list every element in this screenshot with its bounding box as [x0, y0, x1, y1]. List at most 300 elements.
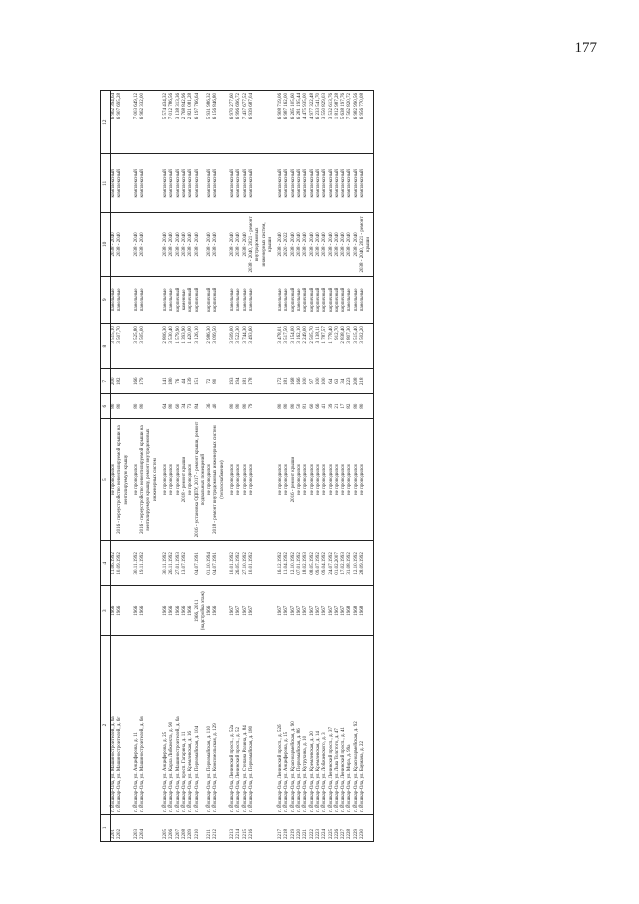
- table-cell: 2038 - 2040: [291, 213, 297, 276]
- table-cell: 1967: [310, 586, 316, 636]
- table-cell: 17.02.1993: [341, 541, 347, 586]
- table-cell: 3 478,01: [278, 324, 284, 369]
- table-cell: панельные: [117, 276, 130, 324]
- table-cell: г. Йошкар-Ола, ул. Машиностроителей, д. 6а: [111, 636, 118, 815]
- table-cell: 1966: [213, 586, 226, 636]
- table-cell: 2038 - 2040: [163, 213, 169, 276]
- table-cell: 2038 - 2040, 2021 - ремонт внутридомовых инженерных систем, крыши: [249, 213, 274, 276]
- table-cell: 3 507,70: [117, 324, 130, 369]
- table-cell: комплексный: [182, 154, 188, 213]
- table-cell: 2038 - 2040: [316, 213, 322, 276]
- table-cell: 2225: [329, 814, 335, 841]
- table-cell: 2226: [335, 814, 341, 841]
- column-header: 3: [101, 586, 111, 636]
- table-cell: 2219: [291, 814, 297, 841]
- table-cell: 3 099,50: [213, 324, 226, 369]
- table-cell: 1 393,90: [182, 324, 188, 369]
- table-cell: г. Йошкар-Ола, ул. Первомайская, д. 104: [195, 636, 208, 815]
- column-header: 12: [101, 91, 111, 154]
- table-cell: 31.08.1992: [347, 541, 353, 586]
- table-cell: 181: [243, 369, 249, 394]
- table-cell: 6 156 846,80: [213, 91, 226, 154]
- table-cell: 76: [176, 369, 182, 394]
- table-cell: г. Йошкар-Ола, ул. Анциферова, д. 15: [284, 636, 290, 815]
- table-cell: 100: [303, 369, 309, 394]
- table-cell: кирпичный: [316, 276, 322, 324]
- table-cell: 193: [230, 369, 236, 394]
- table-cell: 6 962 394,64: [111, 91, 118, 154]
- table-cell: г. Йошкар-Ола, ул. Мира, д. 99а: [347, 636, 353, 815]
- table-cell: 180: [169, 369, 175, 394]
- table-cell: 2223: [316, 814, 322, 841]
- table-cell: 5 574 434,32: [163, 91, 169, 154]
- table-cell: г. Йошкар-Ола, ул. Лобачевского, д. 3: [322, 636, 328, 815]
- table-cell: г. Йошкар-Ола, Ленинский просп., д. 41: [341, 636, 347, 815]
- table-cell: 21: [335, 394, 341, 419]
- table-cell: 6 970 277,60: [230, 91, 236, 154]
- table-cell: 6 907 695,28: [117, 91, 130, 154]
- table-cell: 2228: [347, 814, 353, 841]
- table-cell: 1966: [176, 586, 182, 636]
- table-cell: не проводился: [329, 419, 335, 541]
- table-cell: 2204: [140, 814, 159, 841]
- table-cell: 2018 - ремонт внутридомовых инженерных систем (теплоснабжение): [213, 419, 226, 541]
- table-cell: 166: [297, 369, 303, 394]
- table-cell: 1 787,57: [322, 324, 328, 369]
- table-cell: 3 525,80: [134, 324, 140, 369]
- table-cell: 172: [278, 369, 284, 394]
- table-cell: г. Йошкар-Ола, ул. Анциферова, д. 25: [163, 636, 169, 815]
- table-cell: 6 987 162,00: [284, 91, 290, 154]
- table-cell: 1 778,40: [329, 324, 335, 369]
- table-cell: комплексный: [329, 154, 335, 213]
- table-cell: 1 579,90: [176, 324, 182, 369]
- table-cell: каменные: [182, 276, 188, 324]
- table-cell: панельные: [111, 276, 118, 324]
- table-cell: комплексный: [140, 154, 159, 213]
- table-cell: 3 502,20: [360, 324, 373, 369]
- table-cell: 2208: [182, 814, 188, 841]
- table-cell: 97: [310, 369, 316, 394]
- table-cell: 1966: [134, 586, 140, 636]
- table-cell: 11.04.1992: [284, 541, 290, 586]
- table-cell: не проводился: [360, 419, 373, 541]
- table-cell: 12.10.1992: [354, 541, 360, 586]
- table-cell: 1966: [188, 586, 194, 636]
- table-cell: 3 138 313,36: [176, 91, 182, 154]
- table-cell: 1966: [163, 586, 169, 636]
- table-cell: комплексный: [188, 154, 194, 213]
- table-cell: 3 154,00: [291, 324, 297, 369]
- table-cell: 3 138,11: [316, 324, 322, 369]
- table-cell: панельные: [134, 276, 140, 324]
- table-cell: 80: [284, 394, 290, 419]
- table-cell: 2018 - ремонт крыши: [182, 419, 188, 541]
- table-cell: 1967: [284, 586, 290, 636]
- table-cell: 6 939 687,04: [249, 91, 274, 154]
- table-cell: 2020 - 2022: [284, 213, 290, 276]
- table-cell: 141: [163, 369, 169, 394]
- table-cell: кирпичный: [291, 276, 297, 324]
- column-header: 8: [101, 324, 111, 369]
- table-cell: комплексный: [243, 154, 249, 213]
- table-cell: 2220: [297, 814, 303, 841]
- table-cell: комплексный: [297, 154, 303, 213]
- table-cell: кирпичный: [341, 276, 347, 324]
- table-cell: 4 475 935,00: [303, 91, 309, 154]
- table-cell: 36: [207, 394, 213, 419]
- table-cell: 912,70: [335, 324, 341, 369]
- table-cell: г. Йошкар-Ола, ул. Машиностроителей, д. 6а: [176, 636, 182, 815]
- table-cell: 30.11.1992: [134, 541, 140, 586]
- table-cell: 3 126,10: [195, 324, 208, 369]
- table-cell: кирпичный: [329, 276, 335, 324]
- table-cell: 5 931 986,32: [207, 91, 213, 154]
- table-cell: 1966: [111, 586, 118, 636]
- table-cell: 80: [230, 394, 236, 419]
- table-cell: г. Йошкар-Ола, ул. Кремлевская, д. 16: [188, 636, 194, 815]
- table-cell: кирпичный: [195, 276, 208, 324]
- table-cell: 63: [335, 369, 341, 394]
- table-cell: г. Йошкар-Ола, ул. Первомайская, д. 180: [249, 636, 274, 815]
- table-cell: 1968: [360, 586, 373, 636]
- table-cell: панельные: [140, 276, 159, 324]
- table-cell: 80: [354, 394, 360, 419]
- table-cell: 1967: [291, 586, 297, 636]
- column-header: 7: [101, 369, 111, 394]
- table-cell: 2038 - 2040: [134, 213, 140, 276]
- table-cell: комплексный: [236, 154, 242, 213]
- table-cell: 26.11.1992: [169, 541, 175, 586]
- table-cell: г. Йошкар-Ола, ул. Красноармейская, д. 90: [291, 636, 297, 815]
- table-cell: 2038 - 2040: [140, 213, 159, 276]
- table-cell: 1967: [243, 586, 249, 636]
- table-cell: 2 838,40: [341, 324, 347, 369]
- table-cell: 3 509,00: [230, 324, 236, 369]
- table-cell: не проводился: [169, 419, 175, 541]
- table-cell: 2038 - 2040: [329, 213, 335, 276]
- table-cell: 3 517,50: [284, 324, 290, 369]
- table-cell: г. Йошкар-Ола, ул. Кремлевская, д. 20: [310, 636, 316, 815]
- table-cell: 2 821 081,28: [188, 91, 194, 154]
- table-cell: комплексный: [163, 154, 169, 213]
- table-cell: 5 638 197,76: [341, 91, 347, 154]
- table-cell: 2224: [322, 814, 328, 841]
- table-cell: 218: [360, 369, 373, 394]
- table-cell: не проводился: [176, 419, 182, 541]
- table-cell: г. Йошкар-Ола, ул. Льва Толстого, д. 47: [335, 636, 341, 815]
- table-cell: панельные: [347, 276, 353, 324]
- table-cell: 2203: [134, 814, 140, 841]
- table-cell: 80: [243, 394, 249, 419]
- column-header: 1: [101, 814, 111, 841]
- housing-register-table: [100, 90, 374, 842]
- table-cell: 09.04.1992: [322, 541, 328, 586]
- table-cell: 80: [291, 394, 297, 419]
- table-cell: панельные: [284, 276, 290, 324]
- table-cell: 2213: [230, 814, 236, 841]
- table-cell: 2202: [117, 814, 130, 841]
- table-cell: кирпичный: [322, 276, 328, 324]
- table-cell: 6 265 105,60: [291, 91, 297, 154]
- table-cell: 2229: [354, 814, 360, 841]
- table-cell: 1967: [322, 586, 328, 636]
- table-cell: 79: [249, 394, 274, 419]
- table-cell: 34: [341, 369, 347, 394]
- table-cell: комплексный: [278, 154, 284, 213]
- table-cell: 2038 - 2040: [322, 213, 328, 276]
- table-cell: 2038 - 2040: [117, 213, 130, 276]
- table-cell: 1967: [329, 586, 335, 636]
- table-cell: 28.09.1992: [360, 541, 373, 586]
- column-header: 4: [101, 541, 111, 586]
- table-cell: 6 281 195,44: [297, 91, 303, 154]
- table-cell: 3 532 613,76: [329, 91, 335, 154]
- table-cell: 80: [236, 394, 242, 419]
- table-cell: 50: [297, 394, 303, 419]
- table-cell: не проводился: [341, 419, 347, 541]
- table-cell: 1966, 2011 (надстройка этаж): [195, 586, 208, 636]
- table-cell: панельные: [243, 276, 249, 324]
- table-cell: 182: [117, 369, 130, 394]
- table-cell: 6 908 719,06: [278, 91, 284, 154]
- table-cell: 04.07.1991: [213, 541, 226, 586]
- table-cell: панельные: [230, 276, 236, 324]
- table-cell: комплексный: [284, 154, 290, 213]
- table-cell: 80: [360, 394, 373, 419]
- table-body: [111, 91, 374, 842]
- table-cell: г. Йошкар-Ола, Ленинский просп., д. 52а: [230, 636, 236, 815]
- table-cell: 66: [316, 394, 322, 419]
- table-cell: 10.01.1992: [230, 541, 236, 586]
- table-cell: 73: [188, 394, 194, 419]
- table-cell: 3 807,30: [347, 324, 353, 369]
- table-cell: 2016 - переустройство невентилируемой крыши на вентилируемую крышу: [117, 419, 130, 541]
- table-cell: не проводился: [236, 419, 242, 541]
- table-cell: не проводился: [207, 419, 213, 541]
- table-cell: 11.06.1992: [111, 541, 118, 586]
- table-cell: комплексный: [213, 154, 226, 213]
- table-cell: 223: [347, 369, 353, 394]
- table-cell: 2038 - 2040: [236, 213, 242, 276]
- table-cell: 04.07.1991: [195, 541, 208, 586]
- table-cell: 2211: [207, 814, 213, 841]
- table-cell: 12.10.1992: [291, 541, 297, 586]
- table-cell: 2 505,70: [310, 324, 316, 369]
- table-cell: 3 515,10: [111, 324, 118, 369]
- table-cell: 1967: [249, 586, 274, 636]
- table-cell: не проводился: [284, 419, 290, 541]
- table-cell: г. Йошкар-Ола, Ленинский просп., д. 37: [329, 636, 335, 815]
- table-cell: 2038 - 2040: [188, 213, 194, 276]
- table-cell: 2209: [188, 814, 194, 841]
- table-cell: панельные: [297, 276, 303, 324]
- table-cell: 18.02.1993: [303, 541, 309, 586]
- table-cell: 2038 - 2040: [243, 213, 249, 276]
- table-cell: комплексный: [195, 154, 208, 213]
- table-cell: 09.07.1992: [316, 541, 322, 586]
- table-cell: комплексный: [354, 154, 360, 213]
- table-cell: 6 996 696,72: [236, 91, 242, 154]
- table-cell: г. Йошкар-Ола, ул. Комсомольская, д. 129: [213, 636, 226, 815]
- table-cell: 179: [140, 369, 159, 394]
- table-cell: г. Йошкар-Ола, ул. Баумана, д. 22: [360, 636, 373, 815]
- table-cell: 166: [134, 369, 140, 394]
- table-cell: 2038 - 2040: [213, 213, 226, 276]
- table-cell: 2 986,30: [207, 324, 213, 369]
- table-cell: 2 768 842,96: [182, 91, 188, 154]
- table-cell: кирпичный: [310, 276, 316, 324]
- table-cell: 2038 - 2040: [230, 213, 236, 276]
- table-cell: 168: [291, 369, 297, 394]
- table-cell: 2038 - 2040: [310, 213, 316, 276]
- table-cell: 6 233 541,70: [316, 91, 322, 154]
- table-cell: г. Йошкар-Ола, ул. Машиностроителей, д. 6в: [140, 636, 159, 815]
- table-cell: 2218: [284, 814, 290, 841]
- table-cell: г. Йошкар-Ола, ул. Первомайская, д. 110: [207, 636, 213, 815]
- table-cell: комплексный: [169, 154, 175, 213]
- table-cell: 2201: [111, 814, 118, 841]
- table-cell: 80: [111, 394, 118, 419]
- table-cell: 3 505,00: [140, 324, 159, 369]
- table-cell: 44: [182, 369, 188, 394]
- table-cell: 3 522,30: [236, 324, 242, 369]
- table-cell: не проводился: [354, 419, 360, 541]
- table-cell: 27.10.1992: [243, 541, 249, 586]
- table-cell: 3 744,30: [243, 324, 249, 369]
- table-cell: 80: [213, 369, 226, 394]
- table-cell: 2038 - 2040: [335, 213, 341, 276]
- table-cell: 3 550 829,03: [322, 91, 328, 154]
- table-cell: 01.02.2007: [335, 541, 341, 586]
- table-cell: 80: [278, 394, 284, 419]
- table-cell: 1967: [230, 586, 236, 636]
- table-cell: 2038 - 2040, 2021 - ремонт крыши: [360, 213, 373, 276]
- table-cell: кирпичный: [303, 276, 309, 324]
- table-cell: не проводился: [297, 419, 303, 541]
- table-cell: 01.10.1994: [207, 541, 213, 586]
- table-cell: 2016 - ремонт крыши: [291, 419, 297, 541]
- table-cell: 34: [182, 394, 188, 419]
- table-cell: не проводился: [278, 419, 284, 541]
- table-cell: 2038 - 2040: [303, 213, 309, 276]
- table-cell: 6 962 332,00: [140, 91, 159, 154]
- table-cell: кирпичный: [176, 276, 182, 324]
- table-cell: не проводился: [134, 419, 140, 541]
- table-cell: 19.11.1992: [140, 541, 159, 586]
- table-cell: комплексный: [176, 154, 182, 213]
- table-cell: не проводился: [310, 419, 316, 541]
- table-cell: 100: [316, 369, 322, 394]
- table-cell: 2038 - 2040: [347, 213, 353, 276]
- table-row: [117, 91, 130, 842]
- column-header: 11: [101, 154, 111, 213]
- table-cell: 3 530,40: [169, 324, 175, 369]
- table-cell: панельные: [249, 276, 274, 324]
- table-cell: не проводился: [347, 419, 353, 541]
- table-cell: панельные: [354, 276, 360, 324]
- table-cell: 7 003 649,12: [134, 91, 140, 154]
- table-cell: 1966: [140, 586, 159, 636]
- table-cell: 2221: [303, 814, 309, 841]
- table-cell: 64: [163, 394, 169, 419]
- table-cell: 2038 - 2040: [297, 213, 303, 276]
- table-cell: 1966: [182, 586, 188, 636]
- table-cell: не проводился: [322, 419, 328, 541]
- table-cell: 2 249,00: [303, 324, 309, 369]
- table-cell: 39: [329, 394, 335, 419]
- table-cell: 1967: [316, 586, 322, 636]
- table-cell: 2 806,30: [163, 324, 169, 369]
- table-cell: комплексный: [310, 154, 316, 213]
- table-cell: 2038 - 2040: [354, 213, 360, 276]
- table-cell: г. Йошкар-Ола, ул. Машиностроителей, д. 6г: [117, 636, 130, 815]
- table-cell: 1 812 987,28: [335, 91, 341, 154]
- table-cell: не проводился: [111, 419, 118, 541]
- table-cell: 64: [329, 369, 335, 394]
- column-header: 2: [101, 636, 111, 815]
- table-cell: панельные: [163, 276, 169, 324]
- table-cell: 1967: [278, 586, 284, 636]
- table-cell: 2206: [169, 814, 175, 841]
- table-cell: 3 515,40: [354, 324, 360, 369]
- table-cell: 2038 - 2040: [182, 213, 188, 276]
- table-cell: комплексный: [341, 154, 347, 213]
- table-cell: 72: [207, 369, 213, 394]
- table-cell: 2217: [278, 814, 284, 841]
- table-cell: 13.07.1992: [182, 541, 188, 586]
- table-cell: 1968: [347, 586, 353, 636]
- table-cell: 3 162,10: [297, 324, 303, 369]
- table-cell: 17: [341, 394, 347, 419]
- table-cell: г. Йошкар-Ола, ул. Красноармейская, д. 92: [354, 636, 360, 815]
- table-cell: 1 420,00: [188, 324, 194, 369]
- table-cell: 4 977 322,48: [310, 91, 316, 154]
- table-cell: 139: [188, 369, 194, 394]
- table-cell: г. Йошкар-Ола, ул. Кутрухина, д. 10: [303, 636, 309, 815]
- table-cell: 41: [322, 394, 328, 419]
- table-cell: 208: [354, 369, 360, 394]
- table-cell: 2038 - 2040: [195, 213, 208, 276]
- table-cell: г. Йошкар-Ола, Ленинский просп., д. 52б: [278, 636, 284, 815]
- table-cell: 84: [195, 394, 208, 419]
- table-row: [195, 91, 208, 842]
- table-cell: не проводился: [303, 419, 309, 541]
- table-cell: 1967: [341, 586, 347, 636]
- table-cell: кирпичный: [335, 276, 341, 324]
- table-cell: 6 956 770,08: [360, 91, 373, 154]
- table-cell: 1966: [117, 586, 130, 636]
- table-cell: 2222: [310, 814, 316, 841]
- table-cell: комплексный: [230, 154, 236, 213]
- table-cell: г. Йошкар-Ола, Ленинский просп., д. 52: [236, 636, 242, 815]
- table-cell: 6 197 766,64: [195, 91, 208, 154]
- table-cell: кирпичный: [207, 276, 213, 324]
- table-cell: 2205: [163, 814, 169, 841]
- table-cell: 178: [249, 369, 274, 394]
- table-cell: 80: [117, 394, 130, 419]
- table-cell: г. Йошкар-Ола, ул. Карла Либкнехта, д. 90: [169, 636, 175, 815]
- table-cell: не проводился: [249, 419, 274, 541]
- table-row: [249, 91, 274, 842]
- table-cell: 1967: [297, 586, 303, 636]
- table-cell: панельные: [360, 276, 373, 324]
- table-cell: комплексный: [117, 154, 130, 213]
- table-cell: 6 982 990,56: [354, 91, 360, 154]
- page-number: 177: [574, 40, 597, 56]
- table-cell: комплексный: [249, 154, 274, 213]
- table-cell: 2230: [360, 814, 373, 841]
